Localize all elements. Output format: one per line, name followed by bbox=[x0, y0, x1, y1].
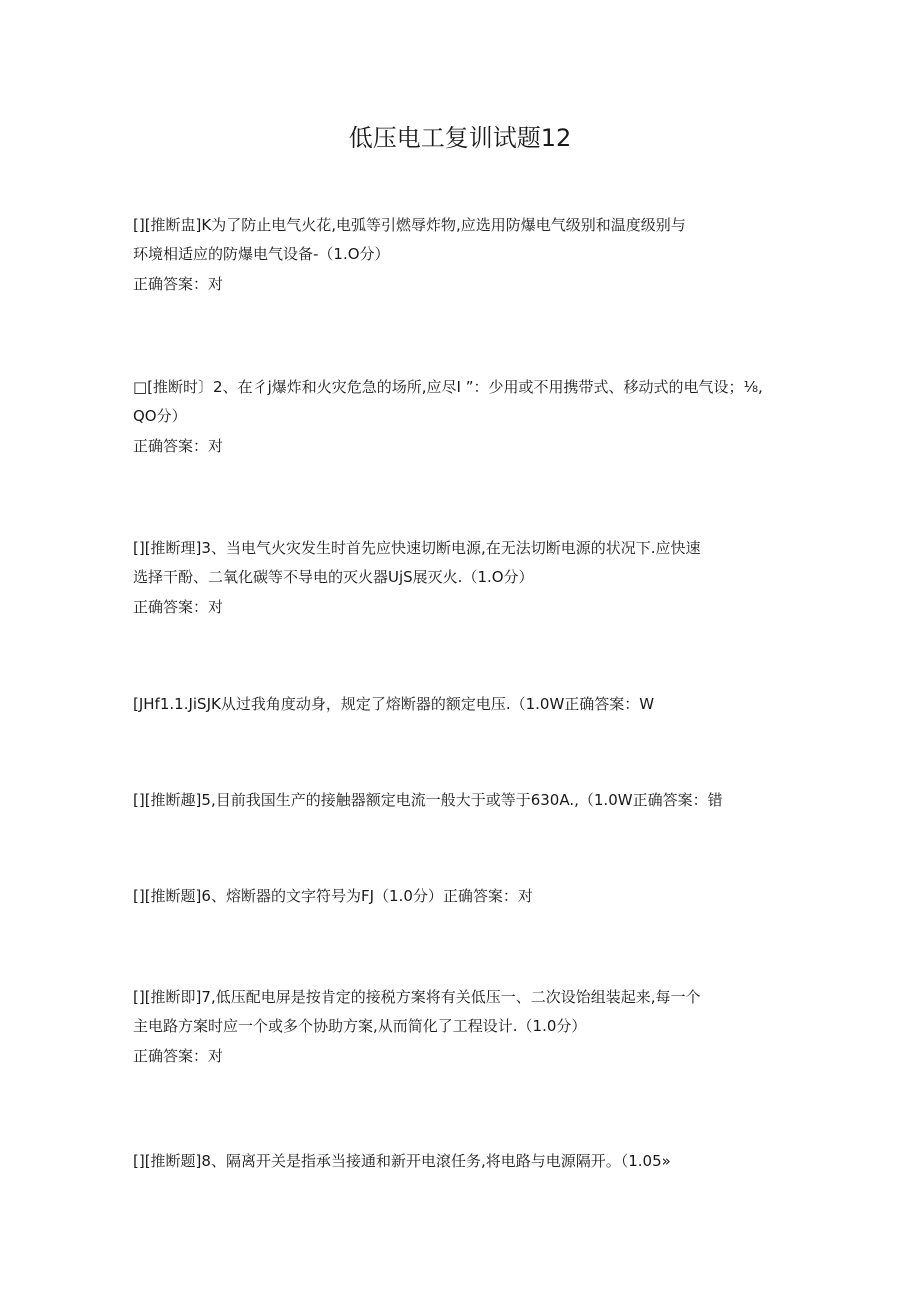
page-title: 低压电工复训试题12 bbox=[348, 124, 572, 152]
question-8-line-1: [][推断题]8、隔离开关是指承当接通和新开电滾任务,将电路与电源隔开。（1.05» bbox=[133, 1152, 671, 1170]
question-2-answer: 正确答案：对 bbox=[133, 437, 224, 455]
question-4-line-1: [JHf1.1.JiSJK从过我角度动身，规定了熔断器的额定电压.（1.0W正确答案：W bbox=[133, 695, 655, 713]
question-6-line-1: [][推断题]6、熔断器的文字符号为FJ（1.0分）正确答案：对 bbox=[133, 887, 533, 905]
question-2-line-2: QO分） bbox=[133, 407, 187, 425]
question-7-line-1: [][推断即]7,低压配电屏是按肯定的接税方案将有关低压一、二次设饴组装起来,每一个 bbox=[133, 988, 701, 1006]
question-7-line-2: 主电路方案时应一个或多个协助方案,从而简化了工程设计.（1.0分） bbox=[133, 1017, 587, 1035]
question-1-line-2: 环境相适应的防爆电气设备-（1.O分） bbox=[133, 245, 390, 263]
question-7-answer: 正确答案：对 bbox=[133, 1047, 224, 1065]
question-1-line-1: [][推断盅]K为了防止电气火花,电弧等引燃辱炸物,应选用防爆电气级别和温度级别与 bbox=[133, 216, 686, 234]
question-3-line-1: [][推断理]3、当电气火灾发生时首先应快速切断电源,在无法切断电源的状况下.应快速 bbox=[133, 539, 701, 557]
question-3-answer: 正确答案：对 bbox=[133, 598, 224, 616]
question-3-line-2: 选择干酚、二氧化碳等不导电的灭火器UjS展灭火.（1.O分） bbox=[133, 568, 534, 586]
question-1-answer: 正确答案：对 bbox=[133, 275, 224, 293]
question-5-line-1: [][推断趣]5,目前我国生产的接触器额定电流一般大于或等于630A.,（1.0W正确答案：错 bbox=[133, 791, 723, 809]
question-2-line-1: □[推断时〕2、在彳j爆炸和火灾危急的场所,应尽I ”：少用或不用携带式、移动式的电气设；⅛, bbox=[133, 378, 763, 396]
